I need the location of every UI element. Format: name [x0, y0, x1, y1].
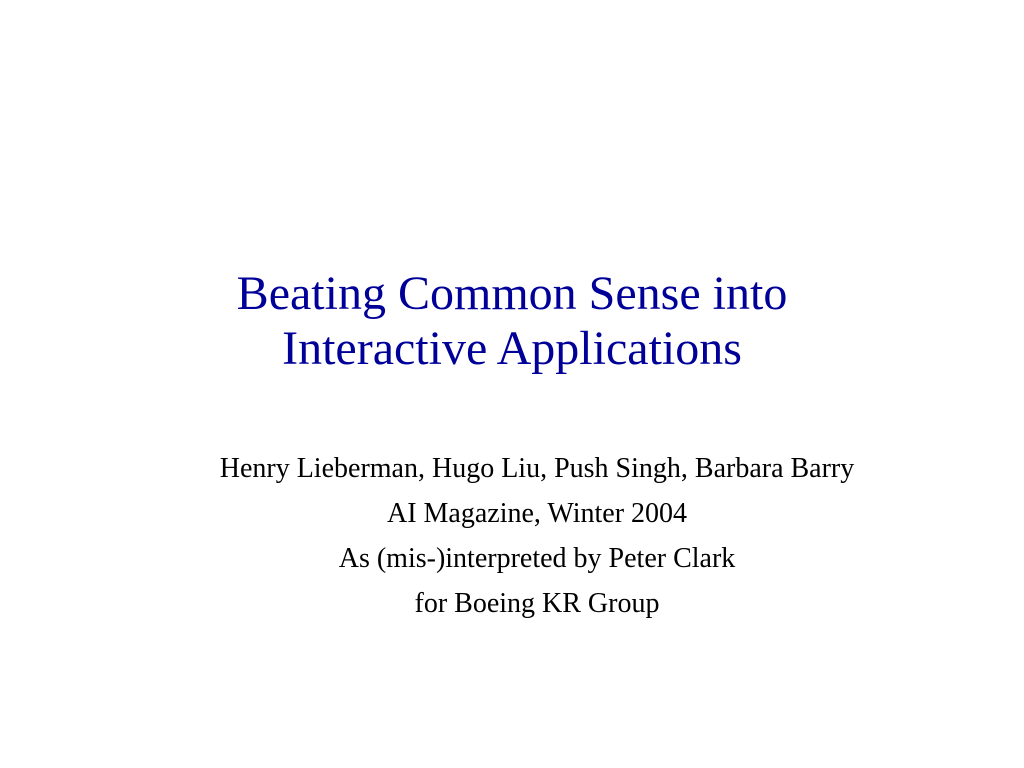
publication-line: AI Magazine, Winter 2004 [386, 498, 688, 529]
interpreter-line: As (mis-)interpreted by Peter Clark [338, 543, 736, 574]
slide-subtitle [112, 446, 962, 626]
slide-title [112, 266, 912, 376]
slide-title-line-2: Interactive Applications [282, 322, 742, 375]
slide-title-line-1: Beating Common Sense into [236, 267, 788, 320]
audience-line: for Boeing KR Group [414, 588, 660, 619]
authors-line: Henry Lieberman, Hugo Liu, Push Singh, Barbara Barry [219, 453, 855, 484]
